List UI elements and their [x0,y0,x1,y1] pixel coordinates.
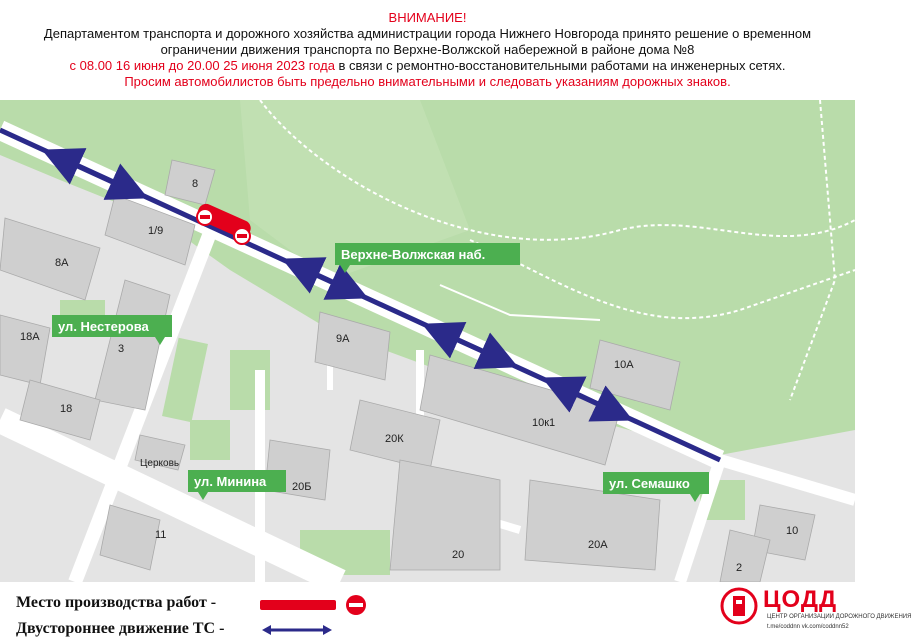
map-legend [0,582,911,644]
notice-dates: с 08.00 16 июня до 20.00 25 июня 2023 года [69,58,335,73]
building-label: 8А [55,257,69,269]
notice-reason: в связи с ремонтно-восстановительными работами на инженерных сетях. [334,58,786,73]
building-label: 2 [736,562,743,574]
street-label-minina: ул. Минина [194,474,267,489]
street-label-semashko: ул. Семашко [609,476,690,491]
building-label: 11 [155,529,167,541]
notice-title: ВНИМАНИЕ! [388,10,467,25]
codd-emblem-icon [719,586,759,626]
building-label: 20Б [292,481,312,493]
building-label: 20К [385,433,404,445]
building-label: 8 [192,178,199,190]
building-label: 18 [60,403,73,415]
legend-no-entry-bar [349,603,363,607]
building-label: 18А [20,331,40,343]
codd-logo-subtitle: ЦЕНТР ОРГАНИЗАЦИИ ДОРОЖНОГО ДВИЖЕНИЯ [767,614,911,620]
green-patch [190,420,230,460]
street-label-nesterova: ул. Нестерова [58,319,149,334]
notice-line-2: ограничении движения транспорта по Верхне-Волжской набережной в районе дома №8 [160,42,695,57]
building-20 [390,460,500,570]
codd-logo [715,584,911,636]
building-label: Церковь [140,458,180,469]
building-label: 1/9 [148,225,164,237]
legend-works-label: Место производства работ - [16,594,217,611]
legend-works-symbol [258,594,370,616]
building-label: 10к1 [532,417,556,429]
notice-header [0,0,855,98]
notice-line-1: Департаментом транспорта и дорожного хозяйства администрации города Нижнего Новгорода принято решение о временном [43,26,812,41]
building-label: 9А [336,333,350,345]
no-entry-bar [237,234,247,238]
building-label: 10 [786,525,799,537]
building-label: 3 [118,343,125,355]
building-label: 10А [614,359,634,371]
legend-closure-bar [260,600,336,610]
notice-warning: Просим автомобилистов быть предельно внимательными и следовать указаниям дорожных знаков. [124,74,731,89]
legend-works-row [16,594,216,612]
codd-logo-name: ЦОДД [763,586,838,613]
street-label-embankment: Верхне-Волжская наб. [341,247,486,262]
building-label: 20А [588,539,608,551]
no-entry-bar [200,215,210,219]
codd-logo-links: t.me/coddnn vk.com/coddnn52 [767,624,849,630]
legend-traffic-label: Двустороннее движение ТС - [16,620,225,637]
legend-traffic-row [16,620,224,638]
building-label: 20 [452,549,465,561]
street-map [0,100,855,582]
legend-two-way-arrow-icon [262,622,332,638]
notice-line-3 [0,58,855,74]
map-canvas [0,100,855,582]
